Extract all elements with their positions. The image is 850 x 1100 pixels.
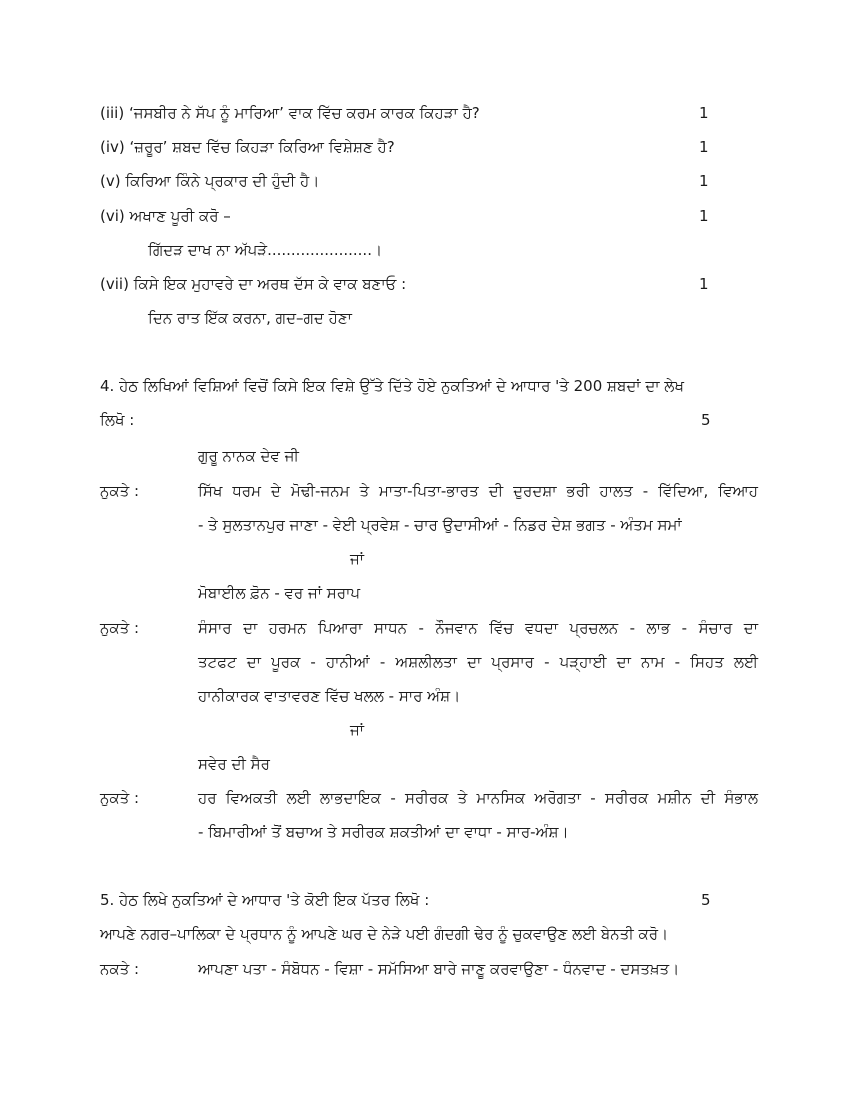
q4-intro-line2: ਲਿਖੋ : bbox=[100, 411, 135, 429]
points-label: ਨੁਕਤੇ : bbox=[100, 789, 140, 807]
q3-item-text: (iii) ‘ਜਸਬੀਰ ਨੇ ਸੱਪ ਨੂੰ ਮਾਰਿਆ’ ਵਾਕ ਵਿੱਚ ਕਰਮ ਕਾਰਕ ਕਿਹੜਾ ਹੈ? bbox=[100, 104, 480, 122]
q3-item-text: (v) ਕਿਰਿਆ ਕਿੰਨੇ ਪ੍ਰਕਾਰ ਦੀ ਹੁੰਦੀ ਹੈ। bbox=[100, 172, 320, 190]
q5-intro: 5. ਹੇਠ ਲਿਖੇ ਨੁਕਤਿਆਂ ਦੇ ਆਧਾਰ 'ਤੇ ਕੋਈ ਇਕ ਪੱਤਰ ਲਿਖੋ : bbox=[100, 891, 430, 909]
q3-item-text: (iv) ‘ਜ਼ਰੂਰ’ ਸ਼ਬਦ ਵਿੱਚ ਕਿਹੜਾ ਕਿਰਿਆ ਵਿਸ਼ੇਸ਼ਣ ਹੈ? bbox=[100, 138, 395, 156]
q3-item-text: (vii) ਕਿਸੇ ਇਕ ਮੁਹਾਵਰੇ ਦਾ ਅਰਥ ਦੱਸ ਕੇ ਵਾਕ ਬਣਾਓ : bbox=[100, 275, 407, 293]
q3-item-marks: 1 bbox=[699, 172, 709, 190]
points-label: ਨੁਕਤੇ : bbox=[100, 482, 140, 500]
q4-intro bbox=[100, 376, 752, 396]
q3-item-marks: 1 bbox=[699, 138, 709, 156]
q4-topic-title: ਮੋਬਾਈਲ ਫ਼ੋਨ - ਵਰ ਜਾਂ ਸਰਾਪ bbox=[198, 584, 361, 602]
q4-topic-point-line: ਹਰ ਵਿਅਕਤੀ ਲਈ ਲਾਭਦਾਇਕ - ਸਰੀਰਕ ਤੇ ਮਾਨਸਿਕ ਅਰੋਗਤਾ - ਸਰੀਰਕ ਮਸ਼ੀਨ ਦੀ ਸੰਭਾਲ bbox=[198, 789, 758, 807]
q4-intro-line1: 4. ਹੇਠ ਲਿਖਿਆਂ ਵਿਸ਼ਿਆਂ ਵਿਚੋਂ ਕਿਸੇ ਇਕ ਵਿਸ਼ੇ ਉੱਤੇ ਦਿੱਤੇ ਹੋਏ ਨੁਕਤਿਆਂ ਦੇ ਆਧਾਰ 'ਤੇ 200 ਸ਼ਬਦਾਂ ਦਾ ਲੇਖ bbox=[100, 377, 684, 395]
q3-idioms: ਦਿਨ ਰਾਤ ਇੱਕ ਕਰਨਾ, ਗਦ–ਗਦ ਹੋਣਾ bbox=[148, 309, 352, 327]
or-separator: ਜਾਂ bbox=[350, 550, 365, 568]
q5-topic: ਆਪਣੇ ਨਗਰ–ਪਾਲਿਕਾ ਦੇ ਪ੍ਰਧਾਨ ਨੂੰ ਆਪਣੇ ਘਰ ਦੇ ਨੇੜੇ ਪਈ ਗੰਦਗੀ ਢੇਰ ਨੂੰ ਚੁਕਵਾਉਣ ਲਈ ਬੇਨਤੀ ਕਰੋ। bbox=[100, 925, 669, 943]
q4-marks: 5 bbox=[701, 411, 711, 429]
points-label: ਨਕਤੇ : bbox=[100, 960, 140, 978]
q4-topic-title: ਗੁਰੂ ਨਾਨਕ ਦੇਵ ਜੀ bbox=[198, 447, 299, 465]
q5-marks: 5 bbox=[701, 891, 711, 909]
q3-proverb: ਗਿੱਦੜ ਦਾਖ ਨਾ ਅੱਪੜੇ......................। bbox=[148, 241, 383, 259]
q3-item-marks: 1 bbox=[699, 207, 709, 225]
q4-topic-point-line: - ਤੇ ਸੁਲਤਾਨਪੁਰ ਜਾਣਾ - ਵੇਈ ਪ੍ਰਵੇਸ਼ - ਚਾਰ ਉਦਾਸੀਆਂ - ਨਿਡਰ ਦੇਸ਼ ਭਗਤ - ਅੰਤਮ ਸਮਾਂ bbox=[198, 516, 682, 534]
q4-topic-point-line: - ਬਿਮਾਰੀਆਂ ਤੋਂ ਬਚਾਅ ਤੇ ਸਰੀਰਕ ਸ਼ਕਤੀਆਂ ਦਾ ਵਾਧਾ - ਸਾਰ-ਅੰਸ਼। bbox=[198, 823, 569, 841]
or-separator: ਜਾਂ bbox=[350, 721, 365, 739]
q3-item-marks: 1 bbox=[699, 104, 709, 122]
q3-item-text: (vi) ਅਖਾਣ ਪੂਰੀ ਕਰੋ – bbox=[100, 207, 231, 225]
q3-item-marks: 1 bbox=[699, 275, 709, 293]
points-label: ਨੁਕਤੇ : bbox=[100, 619, 140, 637]
q4-topic-point-line: ਹਾਨੀਕਾਰਕ ਵਾਤਾਵਰਣ ਵਿੱਚ ਖਲਲ - ਸਾਰ ਅੰਸ਼। bbox=[198, 687, 461, 705]
q4-topic-point-line: ਸੰਸਾਰ ਦਾ ਹਰਮਨ ਪਿਆਰਾ ਸਾਧਨ - ਨੌਜਵਾਨ ਵਿੱਚ ਵਧਦਾ ਪ੍ਰਚਲਨ - ਲਾਭ - ਸੰਚਾਰ ਦਾ bbox=[198, 619, 758, 637]
q5-points: ਆਪਣਾ ਪਤਾ - ਸੰਬੋਧਨ - ਵਿਸ਼ਾ - ਸਮੱਸਿਆ ਬਾਰੇ ਜਾਣੂ ਕਰਵਾਉਣਾ - ਧੰਨਵਾਦ - ਦਸਤਖ਼ਤ। bbox=[198, 960, 680, 978]
q4-topic-title: ਸਵੇਰ ਦੀ ਸੈਰ bbox=[198, 755, 270, 773]
q4-topic-point-line: ਤਟਫਟ ਦਾ ਪੂਰਕ - ਹਾਨੀਆਂ - ਅਸ਼ਲੀਲਤਾ ਦਾ ਪ੍ਰਸਾਰ - ਪੜ੍ਹਾਈ ਦਾ ਨਾਮ - ਸਿਹਤ ਲਈ bbox=[198, 653, 758, 671]
q4-topic-point-line: ਸਿੱਖ ਧਰਮ ਦੇ ਮੋਢੀ-ਜਨਮ ਤੇ ਮਾਤਾ-ਪਿਤਾ-ਭਾਰਤ ਦੀ ਦੁਰਦਸ਼ਾ ਭਰੀ ਹਾਲਤ - ਵਿੱਦਿਆ, ਵਿਆਹ bbox=[198, 482, 758, 500]
